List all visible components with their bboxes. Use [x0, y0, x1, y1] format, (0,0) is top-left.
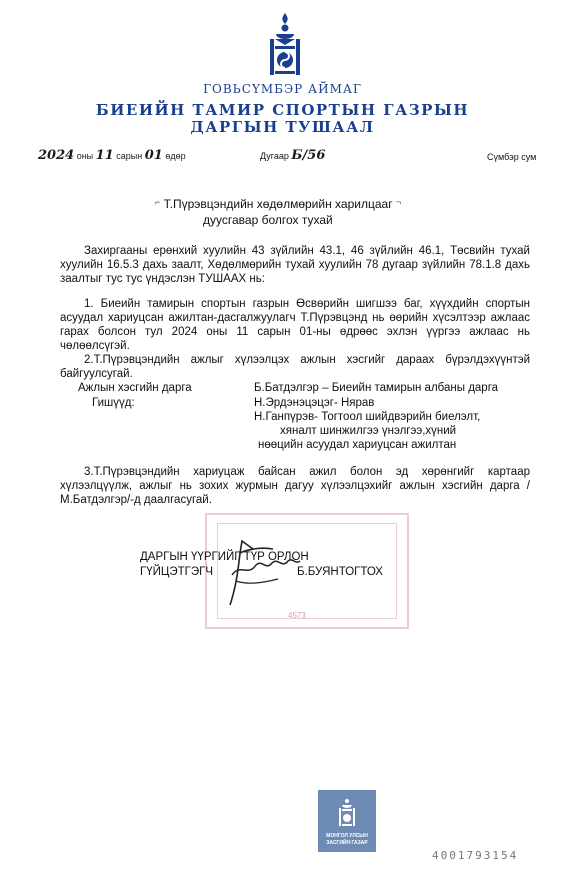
organization-name: БИЕИЙН ТАМИР СПОРТЫН ГАЗРЫН [95, 101, 470, 119]
date-year-suffix: оны [76, 151, 94, 161]
date-day-suffix: өдөр [165, 151, 186, 161]
date-month-suffix: сарын [116, 151, 143, 161]
member-2-line-3: нөөцийн асуудал хариуцсан ажилтан [258, 439, 457, 451]
date-day: 01 [144, 148, 163, 163]
aimag-name: ГОВЬСҮМБЭР АЙМАГ [203, 82, 362, 96]
member-2-line-1: Н.Ганпүрэв- Тогтоол шийдвэрийн биелэлт, [254, 411, 481, 423]
subject-text-1: Т.Пүрэвцэндийн хөдөлмөрийн харилцааг [163, 197, 393, 211]
member-1: Н.Эрдэнэцэцэг- Нярав [254, 397, 375, 409]
subject-bracket-left: ⌐ [155, 197, 161, 207]
order-item-2: 2.Т.Пүрэвцэндийн ажлыг хүлээлцэх ажлын хэсгийг дараах бүрэлдэхүүнтэй байгуулсугай. [60, 354, 530, 380]
signer-title-line-1: ДАРГЫН ҮҮРГИЙГ ТҮР ОРЛОН [140, 551, 309, 563]
document-number-label: Дугаар [260, 151, 289, 161]
intro-paragraph: Захиргааны ерөнхий хуулийн 43 зүйлийн 43.1, 46 зүйлийн 46.1, Төсвийн тухай хуулийн 16.5.3 дахь заалт, Хөдөлмөрийн тухай хуулийн 78 дугаар зүйлийн 78.1.8 дахь заалтыг тус тус үндэслэн ТУШААХ нь: [60, 245, 530, 285]
subject-line-2: дуусгавар болгох тухай [203, 213, 333, 227]
logo-text-2: ЗАСГИЙН ГАЗАР [326, 840, 368, 846]
soyombo-emblem-icon [267, 12, 303, 78]
date-month: 11 [95, 148, 114, 163]
order-item-1: 1. Биеийн тамирын спортын газрын Өсвөрийн шигшээ баг, хүүхдийн спортын асуудал хариуцсан ажилтан-дасгалжуулагч Т.Пүрэвцэнд нь өөрийн хүсэлтээр ажлаас гарах болсон тул 2024 оны 11 сарын 01-ны өдрөөс эхлэн үүргээ ажлаас нь чөлөөлсүгэй. [60, 298, 530, 352]
handwritten-signature [218, 535, 308, 610]
document-number [260, 148, 325, 163]
soyombo-small-icon [337, 798, 357, 828]
signer-name: Б.БУЯНТОГТОХ [297, 566, 383, 578]
document-code: 4001793154 [432, 849, 519, 862]
head-name: Б.Батдэлгэр – Биеийн тамирын албаны дарга [254, 382, 499, 394]
issue-place: Сүмбэр сум [487, 152, 537, 162]
stamp-number: 4573 [288, 611, 306, 620]
order-item-3: 3.Т.Пүрэвцэндийн хариуцаж байсан ажил болон эд хөрөнгийг картаар хүлээлцүүлж, ажлыг нь зохих журмын дагуу хүлээлцэхийг ажлын хэсгийн дарга /М.Батдэлгэр/-д даалгасугай. [60, 466, 530, 506]
members-label: Гишүүд: [92, 397, 135, 409]
government-logo [318, 790, 376, 852]
date-year: 2024 [38, 148, 75, 163]
logo-text-1: МОНГОЛ УЛСЫН [326, 833, 368, 839]
subject-line-1 [155, 197, 401, 211]
date-line [38, 148, 186, 163]
subject-bracket-right: ¬ [395, 197, 402, 207]
signer-title-line-2: ГҮЙЦЭТГЭГЧ [140, 566, 214, 578]
head-role: Ажлын хэсгийн дарга [78, 382, 192, 394]
document-number-value: Б/56 [291, 148, 326, 163]
document-type: ДАРГЫН ТУШААЛ [190, 118, 375, 136]
member-2-line-2: хяналт шинжилгээ үнэлгээ,хүний [280, 425, 457, 437]
